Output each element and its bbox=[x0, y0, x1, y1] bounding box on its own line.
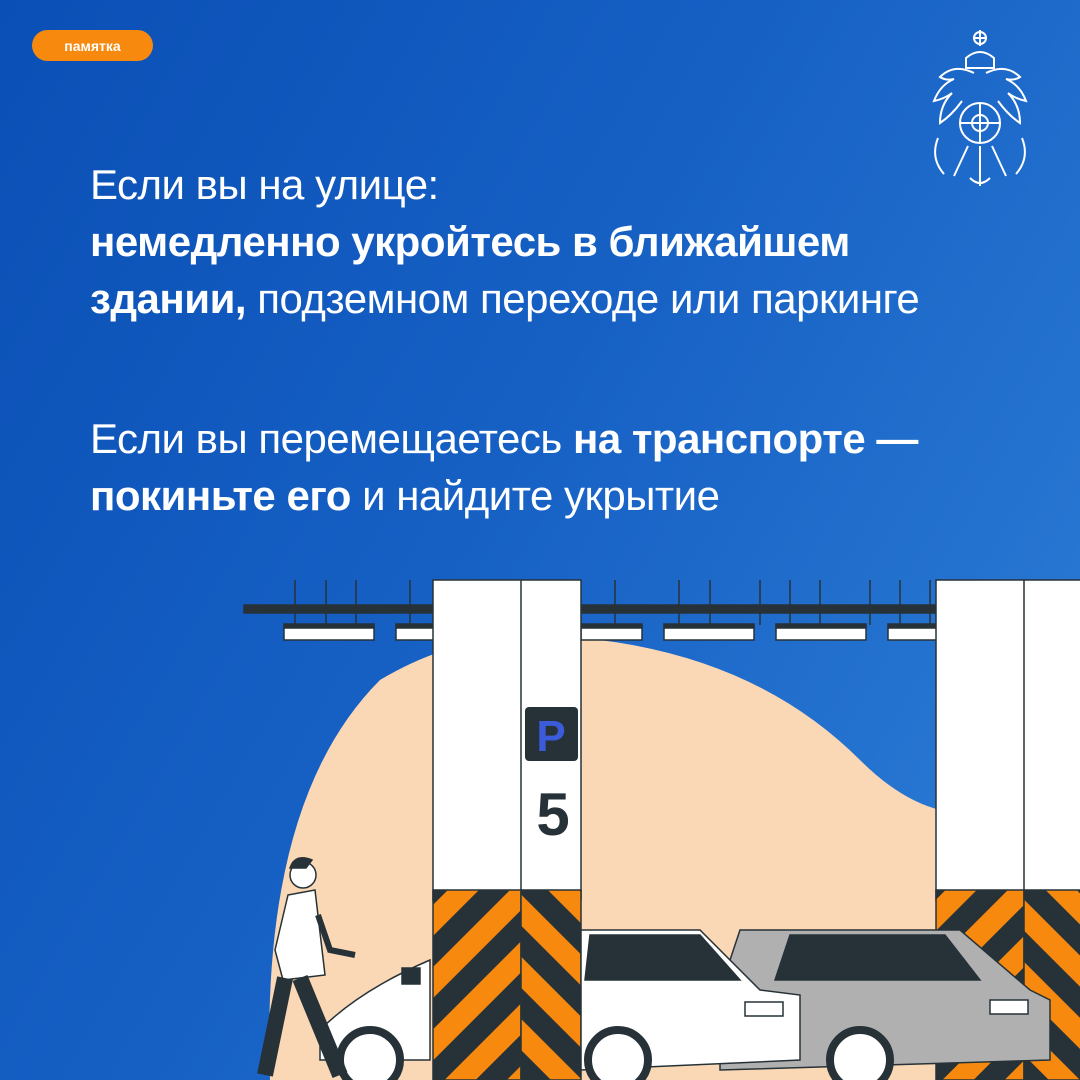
outdoor-bold-text: немедленно укройтесь в ближайшем здании, bbox=[90, 218, 850, 322]
parking-sign-letter: P bbox=[536, 712, 566, 761]
memo-badge: памятка bbox=[32, 30, 153, 61]
transport-post-text: и найдите укрытие bbox=[350, 472, 720, 519]
outdoor-heading: Если вы на улице: bbox=[90, 161, 439, 208]
outdoor-rest-text: подземном переходе или паркинге bbox=[246, 275, 920, 322]
transport-bold-text: на транспорте — покиньте его bbox=[90, 415, 918, 519]
transport-pre-text: Если вы перемещаетесь bbox=[90, 415, 573, 462]
ceiling-beam bbox=[244, 580, 978, 640]
level-number: 5 bbox=[536, 781, 570, 848]
